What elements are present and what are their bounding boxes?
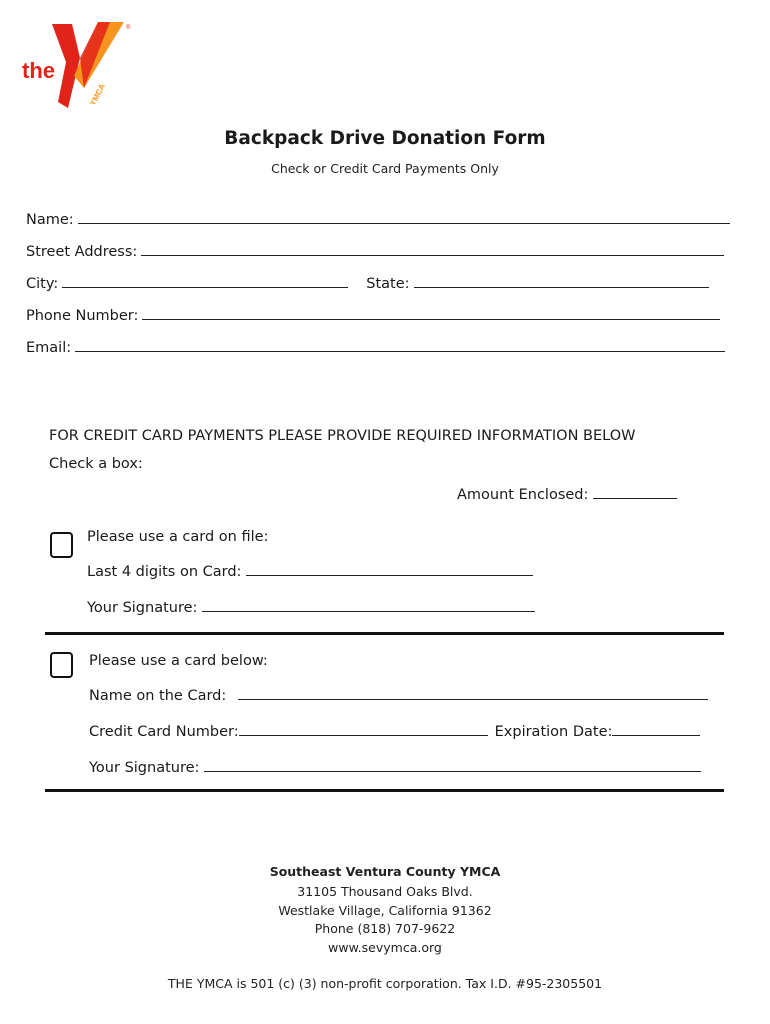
signature-file-field[interactable]: [202, 597, 535, 612]
state-label: State:: [366, 276, 410, 292]
city-state-row: [26, 273, 709, 292]
name-on-card-field[interactable]: [238, 685, 708, 700]
footer-phone: Phone (818) 707-9622: [314, 921, 456, 936]
state-field[interactable]: [414, 273, 709, 288]
card-on-file-row: [87, 529, 268, 545]
logo-sub: YMCA: [88, 82, 108, 108]
form-title: Backpack Drive Donation Form: [224, 128, 546, 149]
form-subtitle: Check or Credit Card Payments Only: [271, 161, 499, 176]
amount-field[interactable]: [593, 484, 677, 499]
card-below-row: [89, 653, 268, 669]
amount-enclosed-row: [457, 484, 677, 503]
last4-row: [87, 561, 533, 580]
name-label: Name:: [26, 212, 74, 228]
signature-file-label: Your Signature:: [87, 600, 198, 616]
signature-file-row: [87, 597, 535, 616]
email-label: Email:: [26, 340, 72, 356]
amount-label: Amount Enclosed:: [457, 487, 589, 503]
phone-row: [26, 305, 720, 324]
section-divider-top: [45, 632, 724, 635]
footer-org: Southeast Ventura County YMCA: [269, 864, 501, 879]
name-on-card-row: [89, 685, 708, 704]
card-number-label: Credit Card Number:: [89, 724, 239, 740]
footer-address1: 31105 Thousand Oaks Blvd.: [297, 884, 473, 899]
card-below-checkbox[interactable]: [50, 652, 73, 678]
last4-field[interactable]: [246, 561, 533, 576]
street-field[interactable]: [141, 241, 724, 256]
footer-address2: Westlake Village, California 91362: [278, 903, 492, 918]
city-label: City:: [26, 276, 59, 292]
expiration-label: Expiration Date:: [494, 724, 613, 740]
footer-tax: THE YMCA is 501 (c) (3) non-profit corporation. Tax I.D. #95-2305501: [167, 976, 603, 991]
last4-label: Last 4 digits on Card:: [87, 564, 242, 580]
logo-word: the: [22, 58, 55, 83]
card-below-label: Please use a card below:: [89, 653, 268, 669]
card-on-file-checkbox[interactable]: [50, 532, 73, 558]
name-row: [26, 209, 730, 228]
signature-below-label: Your Signature:: [89, 760, 200, 776]
phone-label: Phone Number:: [26, 308, 139, 324]
signature-below-row: [89, 757, 701, 776]
street-label: Street Address:: [26, 244, 138, 260]
check-a-box-prompt: Check a box:: [49, 456, 143, 472]
svg-text:®: ®: [126, 25, 131, 31]
footer-website: www.sevymca.org: [328, 940, 442, 955]
ymca-logo: [18, 18, 133, 113]
card-on-file-label: Please use a card on file:: [87, 529, 269, 545]
name-on-card-label: Name on the Card:: [89, 688, 227, 704]
section-divider-bottom: [45, 789, 724, 792]
email-row: [26, 337, 725, 356]
card-number-field[interactable]: [239, 721, 488, 736]
expiration-field[interactable]: [612, 721, 700, 736]
street-row: [26, 241, 724, 260]
city-field[interactable]: [62, 273, 348, 288]
card-number-row: [89, 721, 700, 740]
signature-below-field[interactable]: [204, 757, 701, 772]
phone-field[interactable]: [142, 305, 720, 320]
name-field[interactable]: [78, 209, 730, 224]
credit-card-heading: FOR CREDIT CARD PAYMENTS PLEASE PROVIDE REQUIRED INFORMATION BELOW: [49, 428, 636, 444]
email-field[interactable]: [75, 337, 725, 352]
